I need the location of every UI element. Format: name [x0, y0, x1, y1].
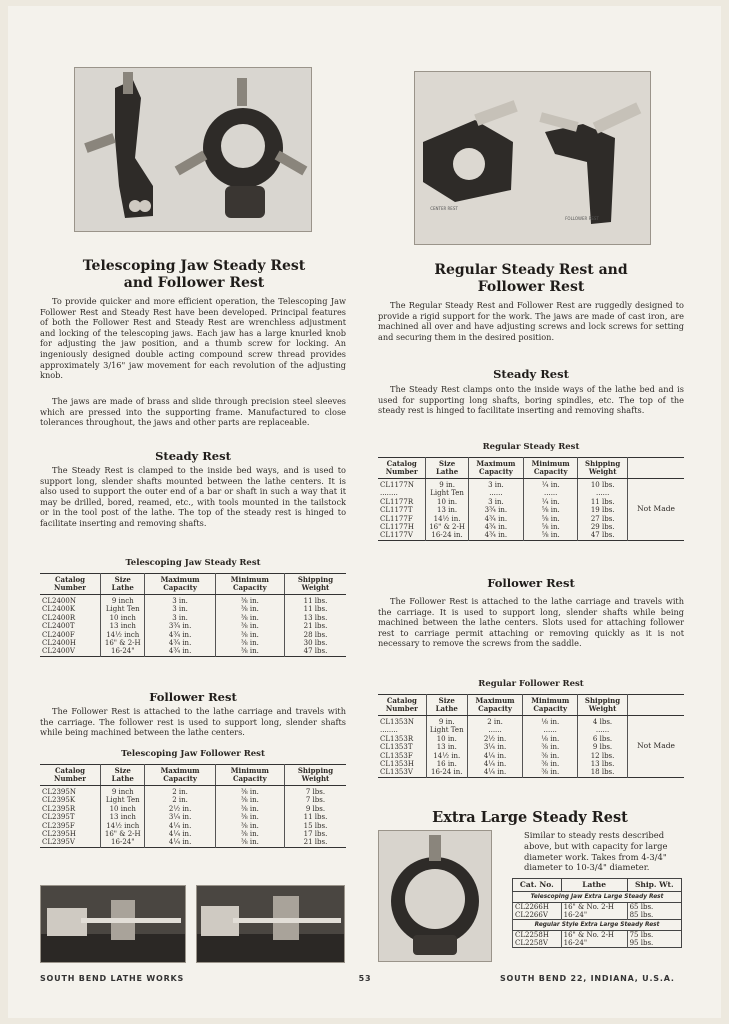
right-follower-heading: Follower Rest	[487, 576, 575, 590]
table-cell: 16" & 2-H	[426, 523, 468, 531]
table-cell: 47 lbs.	[284, 647, 346, 656]
left-steady-paragraph: The Steady Rest is clamped to the inside bed ways, and is used to support long, slender shafts mounted between the lathe centers. It is also used to support the outer end of a bar or shaft in such a way that it may be drilled, bored, reamed, etc., with tools mounted in the tailstock or in the tool post of the lathe. The top of the steady rest is hinged to facilitate inserting and removing shafts.	[40, 465, 346, 528]
table-cell: ⅜ in.	[215, 622, 284, 630]
table-cell: 21 lbs.	[284, 838, 346, 847]
table-header-cell: Minimum Capacity	[215, 765, 284, 786]
table-header-cell: Size Lathe	[426, 458, 468, 479]
left-follower-table-caption: Telescoping Jaw Follower Rest	[121, 749, 265, 759]
table-row	[40, 647, 346, 656]
table-cell: 3¾ in.	[145, 622, 215, 630]
table-cell: ⅝ in.	[524, 523, 578, 531]
table-cell: 14½ inch	[101, 822, 145, 830]
table-cell: 13 in.	[426, 743, 467, 751]
table-cell: ⅜ in.	[523, 768, 578, 777]
lathe-illustration-1	[41, 886, 185, 962]
table-cell: 4¼ in.	[145, 822, 215, 830]
table-cell: 4¼ in.	[467, 768, 523, 777]
table-cell: 16-24"	[561, 911, 627, 920]
table-cell: CL1177V	[380, 531, 413, 540]
footer-company: SOUTH BEND LATHE WORKS	[40, 974, 185, 983]
table-cell: 95 lbs.	[627, 939, 681, 948]
table-header-cell	[628, 458, 685, 479]
right-intro-paragraph: The Regular Steady Rest and Follower Rest are ruggedly designed to provide a rigid support for the work. The jaws are made of cast iron, are machined all over and have adjusting screws and lock screws for setting and securing them in the desired position.	[378, 300, 684, 342]
table-cell: 3 in.	[145, 605, 215, 613]
table-header-row	[40, 574, 346, 595]
left-title	[44, 258, 344, 292]
table-cell: 17 lbs.	[284, 830, 346, 838]
table-cell: ¼ in.	[524, 479, 578, 490]
footer-address: SOUTH BEND 22, INDIANA, U.S.A.	[500, 974, 675, 983]
table-header-cell: Minimum Capacity	[524, 458, 578, 479]
table-cell: CL1177R	[380, 497, 414, 506]
table-cell: 16-24 in.	[426, 768, 467, 777]
table-cell: 3¾ in.	[468, 506, 523, 514]
table-cell: 12 lbs.	[578, 752, 628, 760]
table-cell: 3 in.	[145, 595, 215, 606]
table-cell: 14½ in.	[426, 515, 468, 523]
table-cell: CL1353R	[380, 734, 414, 743]
table-row	[513, 903, 682, 912]
table-cell: CL1353V	[380, 768, 413, 777]
table-cell: 2 in.	[467, 716, 523, 727]
left-follower-heading: Follower Rest	[149, 690, 237, 704]
table-group-label: Telescoping Jaw Extra Large Steady Rest	[513, 892, 682, 903]
table-cell: CL2395V	[42, 838, 75, 847]
table-cell: ⅜ in.	[215, 805, 284, 813]
center-rest-label: CENTER REST	[430, 206, 458, 211]
table-cell: 16-24"	[101, 838, 145, 847]
table-cell: ⅜ in.	[215, 796, 284, 804]
table-row	[40, 631, 346, 639]
table-cell: ⅛ in.	[523, 735, 578, 743]
regular-rests-illustration	[415, 72, 650, 244]
table-cell: ⅝ in.	[524, 531, 578, 540]
page-number: 53	[358, 974, 372, 983]
table-cell: 13 inch	[101, 622, 145, 630]
table-cell: CL1353T	[380, 743, 413, 752]
table-cell: ⅜ in.	[215, 614, 284, 622]
table-header-cell: Shipping Weight	[284, 574, 346, 595]
table-row	[40, 614, 346, 622]
table-cell: ⅜ in.	[215, 813, 284, 821]
table-header-cell: Catalog Number	[40, 574, 101, 595]
table-cell: 10 in.	[426, 498, 468, 506]
table-cell: ......	[578, 489, 628, 497]
lathe-photo-2	[196, 885, 345, 963]
table-cell: 11 lbs.	[284, 813, 346, 821]
table-cell: 11 lbs.	[284, 605, 346, 613]
table-cell: 19 lbs.	[578, 506, 628, 514]
table-cell: 21 lbs.	[284, 622, 346, 630]
table-cell: 10 inch	[101, 614, 145, 622]
table-cell: 4¼ in.	[145, 830, 215, 838]
table-cell: CL1177H	[380, 523, 414, 532]
right-follower-paragraph: The Follower Rest is attached to the lathe carriage and travels with the carriage. It is used to support long, slender shafts while being machined between the lathe centers. Slots used for attaching follower rest to carriage permit attaching or removing quickly as it is not necessary to remove the screws from the saddle.	[378, 596, 684, 649]
table-cell: 30 lbs.	[284, 639, 346, 647]
table-cell: 4¼ in.	[467, 760, 523, 768]
table-cell: ......	[468, 489, 523, 497]
table-cell: CL2400K	[42, 605, 76, 614]
table-cell: 10 inch	[101, 805, 145, 813]
table-cell: ⅜ in.	[523, 752, 578, 760]
table-cell: CL2400H	[42, 639, 76, 648]
table-cell: 85 lbs.	[627, 911, 681, 920]
table-cell: 29 lbs.	[578, 523, 628, 531]
xl-heading: Extra Large Steady Rest	[432, 809, 628, 826]
table-cell: 10 lbs.	[578, 479, 628, 490]
not-made-note: Not Made	[628, 479, 685, 541]
table-cell: CL1177T	[380, 506, 413, 515]
table-cell: CL2400T	[42, 622, 75, 631]
table-cell: 2½ in.	[145, 805, 215, 813]
table-cell: CL1353N	[380, 718, 414, 726]
table-cell: 13 lbs.	[578, 760, 628, 768]
table-cell: CL2400V	[42, 647, 75, 656]
table-cell: 3 in.	[145, 614, 215, 622]
right-follower-table-caption: Regular Follower Rest	[478, 679, 584, 689]
table-header-cell: Catalog Number	[378, 458, 426, 479]
table-header-row	[513, 879, 682, 892]
table-cell: 7 lbs.	[284, 786, 346, 797]
table-cell: ⅜ in.	[215, 838, 284, 847]
table-row	[513, 911, 682, 920]
table-cell: ⅝ in.	[524, 515, 578, 523]
table-cell: ⅛ in.	[523, 716, 578, 727]
table-header-cell: Catalog Number	[40, 765, 101, 786]
table-cell: 4¾ in.	[468, 515, 523, 523]
right-title-line2: Follower Rest	[477, 279, 585, 295]
table-cell: ......	[467, 726, 523, 734]
table-cell: 65 lbs.	[627, 903, 681, 912]
table-header-cell: Lathe	[561, 879, 627, 892]
table-group-row	[513, 892, 682, 903]
table-cell: CL2395T	[42, 813, 75, 822]
table-cell: 18 lbs.	[578, 768, 628, 777]
table-cell: 14½ inch	[101, 631, 145, 639]
table-cell: 2½ in.	[467, 735, 523, 743]
table-cell: 16" & No. 2-H	[561, 903, 627, 912]
right-title	[378, 262, 684, 296]
left-title-line1: Telescoping Jaw Steady Rest	[82, 258, 306, 274]
table-cell: CL2266V	[513, 911, 562, 920]
table-cell: 4¾ in.	[468, 531, 523, 540]
table-row	[513, 939, 682, 948]
table-cell: 16 in.	[426, 760, 467, 768]
table-cell: ⅜ in.	[215, 786, 284, 797]
table-row	[40, 595, 346, 606]
table-cell: ⅜ in.	[215, 595, 284, 606]
regular-follower-rest-table	[378, 694, 684, 778]
table-row	[40, 622, 346, 630]
table-header-cell: Minimum Capacity	[523, 695, 578, 716]
table-cell: CL2400N	[42, 597, 76, 605]
table-cell: ........	[380, 489, 398, 498]
lathe-illustration-2	[197, 886, 344, 962]
table-cell: 28 lbs.	[284, 631, 346, 639]
table-cell: 3 in.	[468, 498, 523, 506]
extra-large-steady-rest-photo	[378, 830, 492, 962]
table-header-row	[378, 458, 684, 479]
table-header-cell: Maximum Capacity	[145, 765, 215, 786]
table-cell: ⅜ in.	[215, 631, 284, 639]
table-header-cell	[628, 695, 685, 716]
table-cell: 4 lbs.	[578, 716, 628, 727]
table-cell: CL1177N	[380, 481, 414, 489]
table-header-cell: Maximum Capacity	[467, 695, 523, 716]
table-cell: ⅜ in.	[215, 639, 284, 647]
table-cell: CL2395K	[42, 796, 76, 805]
xl-paragraph: Similar to steady rests described above, but with capacity for large diameter work. Takes from 4-3/4" diameter to 10-3/4" diameter.	[524, 830, 668, 873]
left-steady-heading: Steady Rest	[155, 449, 231, 463]
table-row	[40, 805, 346, 813]
table-cell: 9 inch	[101, 595, 145, 606]
follower-rest-label: FOLLOWER REST	[565, 216, 599, 221]
left-intro-paragraph-1: To provide quicker and more efficient operation, the Telescoping Jaw Follower Rest and Steady Rest have been developed. Principal features of both the Follower Rest and Steady Rest are wrenchless adjustment and locking of the telescoping jaws. Each jaw has a large knurled knob for adjusting the jaw position, and a thumb screw for locking. An ingeniously designed double acting compound screw thread provides approximately 3/16" jaw movement for each revolution of the adjusting knob.	[40, 296, 346, 381]
table-cell: 14½ in.	[426, 752, 467, 760]
right-steady-paragraph: The Steady Rest clamps onto the inside ways of the lathe bed and is used for supporting long shafts, boring spindles, etc. The top of the steady rest is hinged to facilitate inserting and removing shafts.	[378, 384, 684, 416]
right-title-line1: Regular Steady Rest and	[434, 262, 628, 278]
left-title-line2: and Follower Rest	[123, 275, 265, 291]
table-row	[378, 716, 684, 727]
extra-large-steady-rest-table	[512, 878, 682, 948]
table-cell: 75 lbs.	[627, 931, 681, 940]
table-header-cell: Cat. No.	[513, 879, 562, 892]
regular-steady-rest-table	[378, 457, 684, 541]
table-cell: 9 lbs.	[284, 805, 346, 813]
table-cell: ⅜ in.	[523, 760, 578, 768]
table-header-cell: Shipping Weight	[578, 695, 628, 716]
table-cell: ⅜ in.	[215, 830, 284, 838]
right-steady-table-caption: Regular Steady Rest	[482, 442, 580, 452]
table-cell: CL2258V	[513, 939, 562, 948]
table-cell: 4¼ in.	[145, 838, 215, 847]
table-row	[40, 813, 346, 821]
table-cell: Light Ten	[101, 796, 145, 804]
not-made-note: Not Made	[628, 716, 685, 778]
table-cell: 11 lbs.	[284, 595, 346, 606]
table-cell: CL2395R	[42, 804, 76, 813]
table-cell: 3¼ in.	[145, 813, 215, 821]
table-cell: ¼ in.	[524, 498, 578, 506]
left-follower-paragraph: The Follower Rest is attached to the lathe carriage and travels with the carriage. The follower rest is used to support long, slender shafts while being machined between the lathe centers.	[40, 706, 346, 738]
regular-rests-photo	[414, 71, 651, 245]
table-cell: Light Ten	[426, 489, 468, 497]
table-cell: 4¾ in.	[145, 639, 215, 647]
table-header-cell: Size Lathe	[101, 574, 145, 595]
table-cell: 16-24 in.	[426, 531, 468, 540]
table-cell: 9 lbs.	[578, 743, 628, 751]
table-cell: 27 lbs.	[578, 515, 628, 523]
table-row	[513, 931, 682, 940]
table-group-label: Regular Style Extra Large Steady Rest	[513, 920, 682, 931]
table-header-cell: Maximum Capacity	[468, 458, 523, 479]
table-cell: 7 lbs.	[284, 796, 346, 804]
left-steady-table-caption: Telescoping Jaw Steady Rest	[125, 558, 261, 568]
table-cell: CL2400F	[42, 630, 75, 639]
table-header-cell: Shipping Weight	[578, 458, 628, 479]
table-cell: Light Ten	[101, 605, 145, 613]
table-cell: 4¾ in.	[145, 647, 215, 656]
table-row	[40, 830, 346, 838]
table-cell: ⅜ in.	[215, 647, 284, 656]
telescoping-rests-illustration	[75, 68, 311, 231]
table-cell: ........	[380, 726, 398, 735]
table-cell: ⅜ in.	[523, 743, 578, 751]
table-header-cell: Shipping Weight	[284, 765, 346, 786]
table-row	[40, 822, 346, 830]
lathe-photo-1	[40, 885, 186, 963]
right-steady-heading: Steady Rest	[493, 367, 569, 381]
table-cell: 47 lbs.	[578, 531, 628, 540]
table-row	[40, 605, 346, 613]
table-cell: CL1353H	[380, 760, 414, 769]
table-cell: 11 lbs.	[578, 498, 628, 506]
table-cell: CL2266H	[513, 903, 562, 912]
table-row	[40, 786, 346, 797]
table-cell: 13 in.	[426, 506, 468, 514]
table-row	[40, 838, 346, 847]
left-intro-paragraph-2: The jaws are made of brass and slide through precision steel sleeves which are pressed into the supporting frame. Manufactured to close tolerances throughout, the jaws and other parts are replaceable.	[40, 396, 346, 428]
table-header-cell: Maximum Capacity	[145, 574, 215, 595]
table-cell: ⅝ in.	[524, 506, 578, 514]
table-cell: ......	[523, 726, 578, 734]
table-cell: 9 in.	[426, 716, 467, 727]
table-cell: 16-24"	[101, 647, 145, 656]
table-header-row	[40, 765, 346, 786]
table-header-cell: Size Lathe	[426, 695, 467, 716]
table-cell: 4¾ in.	[145, 631, 215, 639]
table-cell: 9 inch	[101, 786, 145, 797]
table-cell: ⅜ in.	[215, 822, 284, 830]
table-cell: CL2395F	[42, 821, 75, 830]
table-cell: ⅜ in.	[215, 605, 284, 613]
extra-large-steady-rest-illustration	[379, 831, 491, 961]
table-cell: 13 inch	[101, 813, 145, 821]
table-cell: ......	[524, 489, 578, 497]
table-cell: 15 lbs.	[284, 822, 346, 830]
table-row	[378, 479, 684, 490]
telescoping-steady-rest-table	[40, 573, 346, 657]
table-row	[40, 796, 346, 804]
telescoping-rests-photo	[74, 67, 312, 232]
table-cell: 16" & 2-H	[101, 830, 145, 838]
table-cell: CL1353F	[380, 751, 413, 760]
table-cell: CL2395H	[42, 830, 76, 839]
table-cell: 9 in.	[426, 479, 468, 490]
table-cell: 16-24"	[561, 939, 627, 948]
table-row	[40, 639, 346, 647]
table-cell: 13 lbs.	[284, 614, 346, 622]
telescoping-follower-rest-table	[40, 764, 346, 848]
table-cell: 4¼ in.	[467, 752, 523, 760]
table-cell: 10 in.	[426, 735, 467, 743]
table-cell: 2 in.	[145, 796, 215, 804]
table-cell: 3 in.	[468, 479, 523, 490]
table-group-row	[513, 920, 682, 931]
table-cell: CL2400R	[42, 613, 76, 622]
table-header-cell: Minimum Capacity	[215, 574, 284, 595]
table-header-cell: Size Lathe	[101, 765, 145, 786]
table-cell: 16" & 2-H	[101, 639, 145, 647]
table-header-cell: Catalog Number	[378, 695, 426, 716]
table-cell: CL2258H	[513, 931, 562, 940]
table-header-row	[378, 695, 684, 716]
table-cell: CL2395N	[42, 788, 76, 796]
table-header-cell: Ship. Wt.	[627, 879, 681, 892]
table-cell: 2 in.	[145, 786, 215, 797]
table-cell: 3¼ in.	[467, 743, 523, 751]
table-cell: 6 lbs.	[578, 735, 628, 743]
table-cell: 16" & No. 2-H	[561, 931, 627, 940]
table-cell: CL1177F	[380, 514, 413, 523]
table-cell: ......	[578, 726, 628, 734]
table-cell: 4¾ in.	[468, 523, 523, 531]
table-cell: Light Ten	[426, 726, 467, 734]
